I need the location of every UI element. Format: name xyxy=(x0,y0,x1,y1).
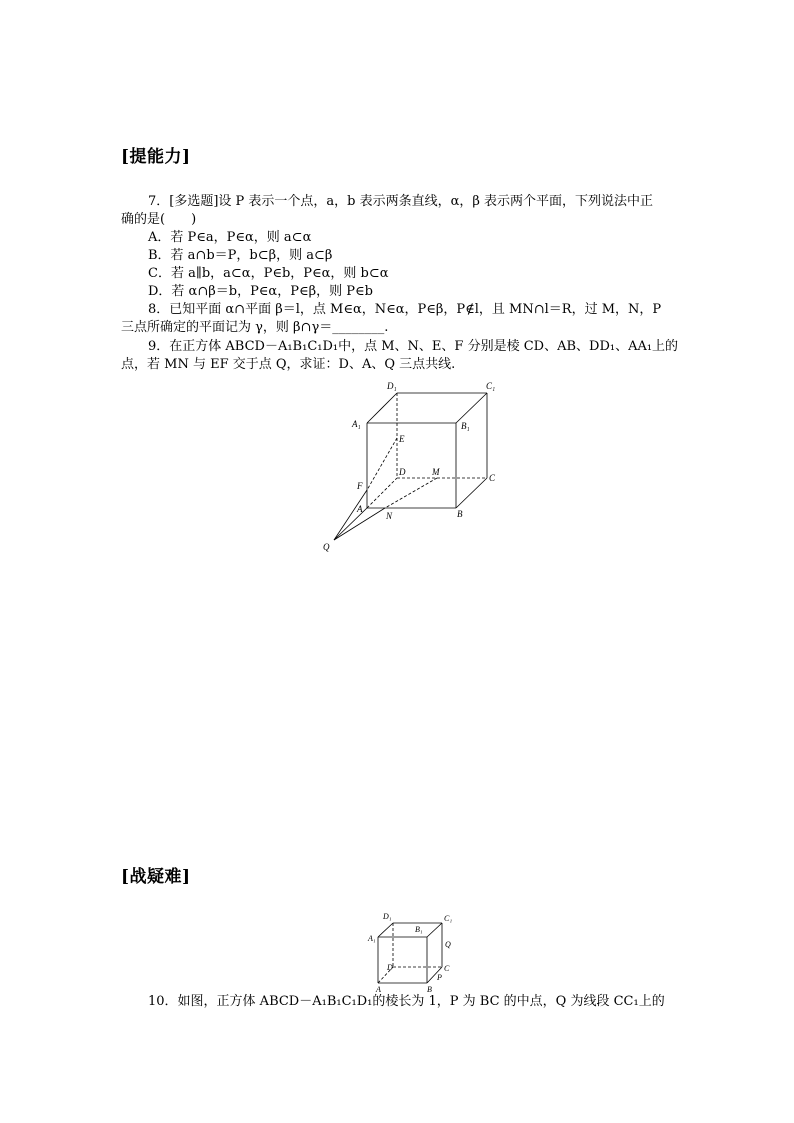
q10-line1: 10．如图，正方体 ABCD－A₁B₁C₁D₁的棱长为 1，P 为 BC 的中点，Q 为线段 CC₁上的 xyxy=(148,994,665,1009)
label-p-small: P xyxy=(437,973,442,982)
label-c1: C₁ xyxy=(486,381,496,391)
q9-line1: 9．在正方体 ABCD－A₁B₁C₁D₁中，点 M、N、E、F 分别是棱 CD、AB、DD₁、AA₁上的 xyxy=(148,339,679,354)
label-a1-small: A₁ xyxy=(368,934,376,943)
label-b1: B₁ xyxy=(461,421,470,431)
label-m: M xyxy=(432,467,440,477)
q7-option-b: B．若 a∩b＝P，b⊂β，则 a⊂β xyxy=(148,248,333,263)
segment-fq xyxy=(334,490,367,540)
label-e: E xyxy=(399,434,405,444)
label-c: C xyxy=(489,473,496,483)
label-q: Q xyxy=(323,542,330,552)
label-b1-small: B₁ xyxy=(415,925,423,934)
label-d: D xyxy=(399,467,406,477)
label-d1: D₁ xyxy=(387,381,397,391)
label-b: B xyxy=(457,509,463,519)
q8-line2: 三点所确定的平面记为 γ，则 β∩γ＝________. xyxy=(121,320,389,335)
label-n: N xyxy=(386,511,393,521)
q7-option-c: C．若 a∥b，a⊂α，P∈b，P∈α，则 b⊂α xyxy=(148,266,389,281)
cube-figure-q10 xyxy=(360,905,470,995)
q7-stem-line1: 7．[多选题]设 P 表示一个点，a，b 表示两条直线，α，β 表示两个平面，下列说法中正 xyxy=(148,194,654,209)
q7-option-d: D．若 α∩β＝b，P∈α，P∈β，则 P∈b xyxy=(148,284,373,299)
label-c-small: C xyxy=(444,964,450,973)
edge-bc xyxy=(456,478,487,508)
edge-b1c1 xyxy=(456,393,487,423)
cube-figure-q9 xyxy=(310,370,520,560)
label-d-small: D xyxy=(387,963,393,972)
label-a1: A₁ xyxy=(352,419,361,429)
label-b-small: B xyxy=(427,985,432,994)
label-f: F xyxy=(357,481,363,491)
edge-a1d1 xyxy=(367,393,397,423)
q9-line2: 点，若 MN 与 EF 交于点 Q，求证：D、A、Q 三点共线. xyxy=(121,357,456,372)
q7-stem-line2: 确的是( ) xyxy=(121,212,197,227)
label-q-small: Q xyxy=(445,940,451,949)
label-d1-small: D₁ xyxy=(383,912,392,921)
q7-option-a: A．若 P∈a，P∈α，则 a⊂α xyxy=(148,230,312,245)
label-c1-small: C₁ xyxy=(444,914,453,923)
section-heading-ability: [提能力] xyxy=(121,147,191,167)
q8-line1: 8．已知平面 α∩平面 β＝l，点 M∈α，N∈α，P∈β，P∉l，且 MN∩l＝R，过 M，N，P xyxy=(148,302,662,317)
label-a: A xyxy=(357,504,363,514)
label-a-small: A xyxy=(376,985,381,994)
section-heading-challenge: [战疑难] xyxy=(121,867,191,887)
